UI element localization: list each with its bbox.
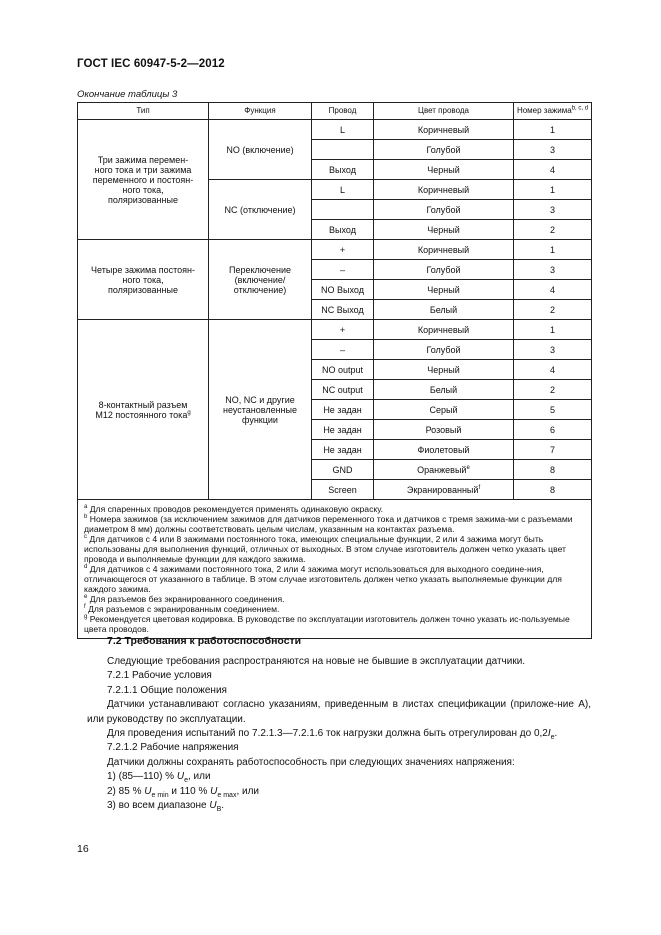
item2-mid: и 110 % xyxy=(168,785,211,797)
cell-function xyxy=(209,240,312,320)
cell-terminal: 8 xyxy=(514,480,592,500)
footnote-mark: e xyxy=(84,594,88,601)
footnote xyxy=(84,564,587,594)
cell-terminal: 4 xyxy=(514,160,592,180)
color-label: Оранжевый xyxy=(417,464,467,475)
cell-wire: + xyxy=(312,320,374,340)
cell-function xyxy=(209,120,312,180)
item3-prefix: 3) во всем диапазоне xyxy=(107,800,210,812)
function-label: Переключение (включение/ отключение) xyxy=(228,264,292,295)
paragraph-load-current xyxy=(87,727,591,741)
cell-wire: Не задан xyxy=(312,440,374,460)
color-label: Черный xyxy=(427,284,460,295)
cell-color xyxy=(374,320,514,340)
item2-subscript-2: e max xyxy=(217,791,237,799)
subsection-7-2-1-2: 7.2.1.2 Рабочие напряжения xyxy=(107,742,239,754)
cell-terminal: 7 xyxy=(514,440,592,460)
cell-color xyxy=(374,180,514,200)
table-row xyxy=(78,120,592,140)
item2-prefix: 2) 85 % xyxy=(107,785,145,797)
cell-wire: Не задан xyxy=(312,400,374,420)
table-header-row xyxy=(78,103,592,120)
cell-terminal: 3 xyxy=(514,340,592,360)
footnote-text: Для разъемов с экранированным соединением. xyxy=(88,604,280,614)
type-label: Четыре зажима постоян- ного тока, поляризованные xyxy=(91,264,195,295)
footnote-mark: c xyxy=(84,534,87,541)
footnote xyxy=(84,534,587,564)
color-footnote-mark: e xyxy=(466,464,470,471)
color-label: Голубой xyxy=(426,264,461,275)
color-label: Черный xyxy=(427,364,460,375)
cell-terminal: 2 xyxy=(514,380,592,400)
cell-wire xyxy=(312,140,374,160)
footnote xyxy=(84,514,587,534)
cell-terminal: 2 xyxy=(514,220,592,240)
item2-symbol-1: U xyxy=(144,785,152,797)
table-body xyxy=(78,120,592,500)
color-label: Розовый xyxy=(425,424,462,435)
p2-symbol: I xyxy=(547,728,551,740)
item1-subscript: e xyxy=(184,777,188,785)
cell-terminal: 3 xyxy=(514,140,592,160)
col-header-terminal-sup: b, c, d xyxy=(571,105,589,112)
color-label: Серый xyxy=(429,404,458,415)
item1-symbol: U xyxy=(176,771,185,783)
cell-color xyxy=(374,460,514,480)
cell-wire: Не задан xyxy=(312,420,374,440)
footnote-text: Рекомендуется цветовая кодировка. В руководстве по эксплуатации изготовитель должен точно указать ис-пользуемые цвета проводов. xyxy=(84,614,570,634)
cell-wire xyxy=(312,200,374,220)
cell-wire: Выход xyxy=(312,220,374,240)
color-label: Фиолетовый xyxy=(417,444,470,455)
footnotes-row xyxy=(78,500,592,639)
paragraph-install: Датчики устанавливают согласно указаниям, приведенным в листах спецификации (приложе-ние А), или руководству по эксплуатации. xyxy=(87,699,591,725)
cell-terminal: 1 xyxy=(514,120,592,140)
item3-suffix: . xyxy=(221,800,225,812)
cell-terminal: 8 xyxy=(514,460,592,480)
section-body xyxy=(87,655,591,813)
p2-subscript: e xyxy=(550,734,555,742)
cell-type xyxy=(78,240,209,320)
cell-color xyxy=(374,280,514,300)
color-label: Белый xyxy=(429,304,458,315)
cell-color xyxy=(374,200,514,220)
footnote-text: Для спаренных проводов рекомендуется применять одинаковую окраску. xyxy=(89,504,384,514)
cell-wire: – xyxy=(312,340,374,360)
cell-wire: – xyxy=(312,260,374,280)
table-row xyxy=(78,320,592,340)
subsection-7-2-1-1: 7.2.1.1 Общие положения xyxy=(107,684,227,696)
cell-terminal: 3 xyxy=(514,260,592,280)
color-label: Голубой xyxy=(426,344,461,355)
cell-function xyxy=(209,180,312,240)
col-header-terminal-label: Номер зажима xyxy=(516,106,572,115)
footnote xyxy=(84,594,587,604)
footnote-mark: f xyxy=(84,604,86,611)
item2-suffix: , или xyxy=(236,785,260,797)
color-footnote-mark: f xyxy=(478,484,481,491)
cell-wire: L xyxy=(312,180,374,200)
cell-terminal: 1 xyxy=(514,240,592,260)
col-header-wire: Провод xyxy=(312,103,374,120)
cell-color xyxy=(374,440,514,460)
cell-wire: + xyxy=(312,240,374,260)
cell-wire: GND xyxy=(312,460,374,480)
cell-terminal: 1 xyxy=(514,320,592,340)
list-item-3 xyxy=(87,799,591,813)
cell-color xyxy=(374,300,514,320)
list-item-1 xyxy=(87,770,591,784)
footnote xyxy=(84,614,587,634)
color-label: Коричневый xyxy=(417,184,470,195)
col-header-type: Тип xyxy=(78,103,209,120)
page-number: 16 xyxy=(77,843,89,855)
item3-subscript: B xyxy=(216,806,222,814)
cell-color xyxy=(374,360,514,380)
standard-header: ГОСТ IEC 60947-5-2—2012 xyxy=(77,58,225,70)
color-label: Голубой xyxy=(426,204,461,215)
cell-color xyxy=(374,420,514,440)
cell-color xyxy=(374,260,514,280)
cell-function xyxy=(209,320,312,500)
type-label: Три зажима перемен- ного тока и три зажима переменного и постоян- ного тока, поляризованные xyxy=(92,154,194,205)
function-label: NO (включение) xyxy=(226,144,294,155)
cell-wire: NC Выход xyxy=(312,300,374,320)
cell-color xyxy=(374,240,514,260)
list-item-2 xyxy=(87,785,591,799)
cell-color xyxy=(374,220,514,240)
table-row xyxy=(78,240,592,260)
cell-color xyxy=(374,380,514,400)
cell-wire: NC output xyxy=(312,380,374,400)
footnote-mark: g xyxy=(84,614,88,621)
col-header-function: Функция xyxy=(209,103,312,120)
item1-prefix: 1) (85—110) % xyxy=(107,771,177,783)
intro-paragraph: Следующие требования распространяются на новые не бывшие в эксплуатации датчики. xyxy=(107,656,526,667)
function-label: NC (отключение) xyxy=(224,204,296,215)
item2-symbol-2: U xyxy=(210,785,218,797)
type-footnote-mark: g xyxy=(187,409,191,416)
footnote xyxy=(84,604,587,614)
col-header-terminal xyxy=(514,103,592,120)
table-footnotes xyxy=(78,500,592,639)
color-label: Белый xyxy=(429,384,458,395)
p2-suffix: . xyxy=(554,728,558,740)
color-label: Коричневый xyxy=(417,244,470,255)
item2-subscript-1: e min xyxy=(151,791,169,799)
cell-color xyxy=(374,480,514,500)
cell-terminal: 6 xyxy=(514,420,592,440)
cell-color xyxy=(374,140,514,160)
cell-terminal: 3 xyxy=(514,200,592,220)
color-label: Черный xyxy=(427,164,460,175)
cell-type xyxy=(78,320,209,500)
color-label: Коричневый xyxy=(417,124,470,135)
footnote-text: Номера зажимов (за исключением зажимов для датчиков переменного тока и датчиков с тремя зажима-ми с разъемами диаметром 8 мм) должны соответствовать целым числам, указанным на контактах разъема. xyxy=(84,514,573,534)
cell-terminal: 4 xyxy=(514,360,592,380)
p2-prefix: Для проведения испытаний по 7.2.1.3—7.2.1.6 ток нагрузки должна быть отрегулирован до 0,2 xyxy=(107,728,548,740)
cell-color xyxy=(374,400,514,420)
wire-color-table xyxy=(77,102,592,639)
cell-wire: NO output xyxy=(312,360,374,380)
cell-color xyxy=(374,120,514,140)
cell-wire: L xyxy=(312,120,374,140)
cell-wire: Выход xyxy=(312,160,374,180)
type-label: 8-контактный разъем М12 постоянного тока xyxy=(95,399,188,420)
col-header-color: Цвет провода xyxy=(374,103,514,120)
cell-type xyxy=(78,120,209,240)
color-label: Голубой xyxy=(426,144,461,155)
footnote-mark: b xyxy=(84,514,88,521)
cell-wire: Screen xyxy=(312,480,374,500)
cell-color xyxy=(374,340,514,360)
color-label: Коричневый xyxy=(417,324,470,335)
footnote-text: Для датчиков с 4 зажимами постоянного тока, 2 или 4 зажима могут использоваться для выходного соедине-ния, отличающегося от указанного в таблице. В этом случае изготовитель должен четко указать выполняемые функции для каждого зажима. xyxy=(84,564,562,594)
cell-terminal: 4 xyxy=(514,280,592,300)
cell-terminal: 2 xyxy=(514,300,592,320)
cell-color xyxy=(374,160,514,180)
cell-terminal: 5 xyxy=(514,400,592,420)
footnote-text: Для датчиков с 4 или 8 зажимами постоянного тока, имеющих специальные функции, 2 или 4 зажима могут быть использованы для выполнения функций, отличных от выходных. В этом случае изготовитель должен четко указать цвет провода и выполняемые функции для каждого зажима. xyxy=(84,534,566,564)
cell-terminal: 1 xyxy=(514,180,592,200)
function-label: NO, NC и другие неустановленные функции xyxy=(222,394,298,425)
item1-suffix: , или xyxy=(187,771,211,783)
section-title: 7.2 Требования к работоспособности xyxy=(107,635,302,647)
footnote-text: Для разъемов без экранированного соединения. xyxy=(89,594,285,604)
paragraph-voltages: Датчики должны сохранять работоспособность при следующих значениях напряжения: xyxy=(107,756,515,768)
item3-symbol: U xyxy=(209,800,217,812)
footnote-mark: a xyxy=(84,504,88,511)
footnote xyxy=(84,504,587,514)
color-label: Экранированный xyxy=(406,484,479,495)
color-label: Черный xyxy=(427,224,460,235)
table-caption: Окончание таблицы 3 xyxy=(77,89,178,100)
subsection-7-2-1: 7.2.1 Рабочие условия xyxy=(107,670,212,682)
cell-wire: NO Выход xyxy=(312,280,374,300)
footnote-mark: d xyxy=(84,564,88,571)
